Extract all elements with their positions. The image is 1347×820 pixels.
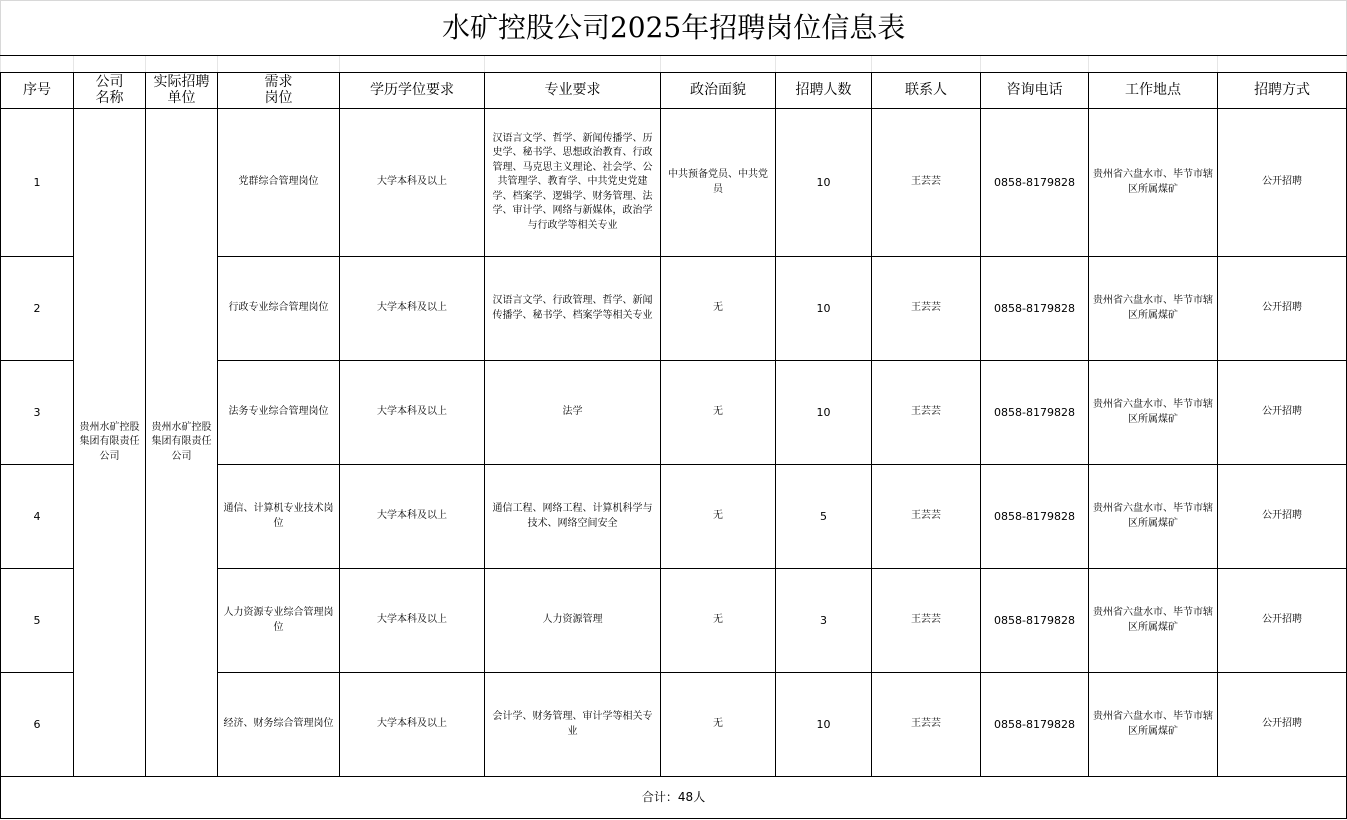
location-cell: 贵州省六盘水市、毕节市辖区所属煤矿 bbox=[1089, 257, 1218, 361]
method-cell: 公开招聘 bbox=[1218, 465, 1347, 569]
count-cell: 10 bbox=[776, 109, 872, 257]
contact-cell: 王芸芸 bbox=[872, 673, 981, 777]
major-cell: 汉语言文学、行政管理、哲学、新闻传播学、秘书学、档案学等相关专业 bbox=[485, 257, 661, 361]
spacer-row bbox=[1, 56, 1347, 73]
header-phone: 咨询电话 bbox=[981, 73, 1089, 109]
header-major: 专业要求 bbox=[485, 73, 661, 109]
count-cell: 10 bbox=[776, 257, 872, 361]
header-location: 工作地点 bbox=[1089, 73, 1218, 109]
politics-cell: 中共预备党员、中共党员 bbox=[661, 109, 776, 257]
header-politics: 政治面貌 bbox=[661, 73, 776, 109]
major-cell: 通信工程、网络工程、计算机科学与技术、网络空间安全 bbox=[485, 465, 661, 569]
politics-cell: 无 bbox=[661, 465, 776, 569]
education-cell: 大学本科及以上 bbox=[340, 673, 485, 777]
post-cell: 通信、计算机专业技术岗位 bbox=[218, 465, 340, 569]
phone-cell: 0858-8179828 bbox=[981, 257, 1089, 361]
education-cell: 大学本科及以上 bbox=[340, 109, 485, 257]
count-cell: 10 bbox=[776, 673, 872, 777]
row-index: 3 bbox=[1, 361, 74, 465]
row-index: 1 bbox=[1, 109, 74, 257]
location-cell: 贵州省六盘水市、毕节市辖区所属煤矿 bbox=[1089, 569, 1218, 673]
education-cell: 大学本科及以上 bbox=[340, 569, 485, 673]
major-cell: 法学 bbox=[485, 361, 661, 465]
politics-cell: 无 bbox=[661, 361, 776, 465]
method-cell: 公开招聘 bbox=[1218, 673, 1347, 777]
total-row bbox=[1, 777, 1347, 819]
count-cell: 10 bbox=[776, 361, 872, 465]
major-cell: 汉语言文学、哲学、新闻传播学、历史学、秘书学、思想政治教育、行政管理、马克思主义理论、社会学、公共管理学、教育学、中共党史党建学、档案学、逻辑学、财务管理、法学、审计学、网络与新媒体，政治学与行政学等相关专业 bbox=[485, 109, 661, 257]
header-contact: 联系人 bbox=[872, 73, 981, 109]
location-cell: 贵州省六盘水市、毕节市辖区所属煤矿 bbox=[1089, 673, 1218, 777]
major-cell: 人力资源管理 bbox=[485, 569, 661, 673]
phone-cell: 0858-8179828 bbox=[981, 569, 1089, 673]
table-row bbox=[1, 109, 1347, 257]
header-index: 序号 bbox=[1, 73, 74, 109]
unit-name-cell: 贵州水矿控股集团有限责任公司 bbox=[146, 109, 218, 777]
education-cell: 大学本科及以上 bbox=[340, 361, 485, 465]
phone-cell: 0858-8179828 bbox=[981, 465, 1089, 569]
contact-cell: 王芸芸 bbox=[872, 257, 981, 361]
header-row bbox=[1, 73, 1347, 109]
method-cell: 公开招聘 bbox=[1218, 569, 1347, 673]
sheet-title: 水矿控股公司2025年招聘岗位信息表 bbox=[1, 1, 1347, 56]
post-cell: 党群综合管理岗位 bbox=[218, 109, 340, 257]
education-cell: 大学本科及以上 bbox=[340, 257, 485, 361]
location-cell: 贵州省六盘水市、毕节市辖区所属煤矿 bbox=[1089, 109, 1218, 257]
post-cell: 法务专业综合管理岗位 bbox=[218, 361, 340, 465]
phone-cell: 0858-8179828 bbox=[981, 673, 1089, 777]
row-index: 2 bbox=[1, 257, 74, 361]
location-cell: 贵州省六盘水市、毕节市辖区所属煤矿 bbox=[1089, 465, 1218, 569]
header-education: 学历学位要求 bbox=[340, 73, 485, 109]
total-cell: 合计：48人 bbox=[1, 777, 1347, 819]
header-count: 招聘人数 bbox=[776, 73, 872, 109]
row-index: 6 bbox=[1, 673, 74, 777]
politics-cell: 无 bbox=[661, 569, 776, 673]
phone-cell: 0858-8179828 bbox=[981, 361, 1089, 465]
location-cell: 贵州省六盘水市、毕节市辖区所属煤矿 bbox=[1089, 361, 1218, 465]
header-company: 公司 名称 bbox=[74, 73, 146, 109]
row-index: 5 bbox=[1, 569, 74, 673]
major-cell: 会计学、财务管理、审计学等相关专业 bbox=[485, 673, 661, 777]
contact-cell: 王芸芸 bbox=[872, 109, 981, 257]
contact-cell: 王芸芸 bbox=[872, 465, 981, 569]
count-cell: 3 bbox=[776, 569, 872, 673]
education-cell: 大学本科及以上 bbox=[340, 465, 485, 569]
header-post: 需求 岗位 bbox=[218, 73, 340, 109]
politics-cell: 无 bbox=[661, 673, 776, 777]
company-name-cell: 贵州水矿控股集团有限责任公司 bbox=[74, 109, 146, 777]
post-cell: 人力资源专业综合管理岗位 bbox=[218, 569, 340, 673]
header-unit: 实际招聘 单位 bbox=[146, 73, 218, 109]
contact-cell: 王芸芸 bbox=[872, 569, 981, 673]
contact-cell: 王芸芸 bbox=[872, 361, 981, 465]
row-index: 4 bbox=[1, 465, 74, 569]
method-cell: 公开招聘 bbox=[1218, 257, 1347, 361]
phone-cell: 0858-8179828 bbox=[981, 109, 1089, 257]
count-cell: 5 bbox=[776, 465, 872, 569]
post-cell: 经济、财务综合管理岗位 bbox=[218, 673, 340, 777]
method-cell: 公开招聘 bbox=[1218, 361, 1347, 465]
politics-cell: 无 bbox=[661, 257, 776, 361]
method-cell: 公开招聘 bbox=[1218, 109, 1347, 257]
header-method: 招聘方式 bbox=[1218, 73, 1347, 109]
post-cell: 行政专业综合管理岗位 bbox=[218, 257, 340, 361]
